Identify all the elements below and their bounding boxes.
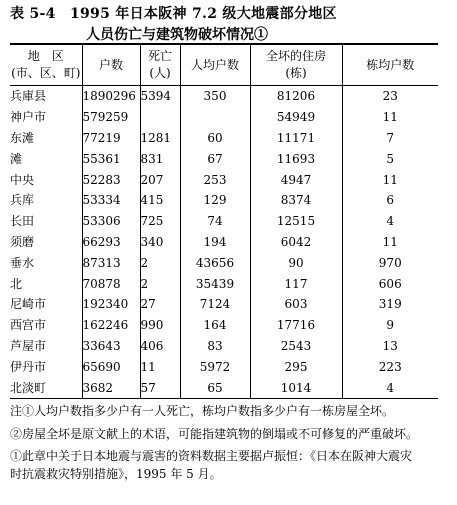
cell-destroyed: 1014 <box>250 377 342 398</box>
cell-per-building: 11 <box>342 232 438 253</box>
header-per-building-label: 栋均户数 <box>366 57 415 72</box>
cell-households: 55361 <box>82 148 140 169</box>
cell-per-building: 7 <box>342 128 438 149</box>
table-subtitle: 人员伤亡与建筑物破坏情况① <box>86 27 268 43</box>
cell-per-death: 35439 <box>180 273 250 294</box>
cell-per-building: 11 <box>342 169 438 190</box>
cell-deaths: 2 <box>140 252 180 273</box>
cell-region: 兵庫县 <box>10 89 47 104</box>
table-row <box>10 336 438 357</box>
cell-region: 滩 <box>10 151 23 166</box>
header-region-line1: 地 区 <box>27 49 64 63</box>
footnotes <box>10 403 450 488</box>
footnote-3-line2: 时抗震救灾特别措施》，1995 年 5 月。 <box>10 466 222 481</box>
cell-deaths: 207 <box>140 169 180 190</box>
cell-per-death: 43656 <box>180 252 250 273</box>
cell-region: 东滩 <box>10 130 35 145</box>
table-body <box>10 86 438 399</box>
table-row <box>10 148 438 169</box>
cell-destroyed: 17716 <box>250 315 342 336</box>
header-households-label: 户数 <box>98 57 123 72</box>
table-row <box>10 169 438 190</box>
cell-per-death: 194 <box>180 232 250 253</box>
cell-deaths: 990 <box>140 315 180 336</box>
cell-deaths: 831 <box>140 148 180 169</box>
cell-deaths: 406 <box>140 336 180 357</box>
cell-deaths: 415 <box>140 190 180 211</box>
cell-per-death <box>180 107 250 128</box>
footnote-2: ②房屋全坏是原文献上的术语，可能指建筑物的倒塌或不可修复的严重破坏。 <box>10 426 419 441</box>
cell-households: 33643 <box>82 336 140 357</box>
cell-per-death: 253 <box>180 169 250 190</box>
header-deaths <box>140 44 180 86</box>
cell-per-death: 67 <box>180 148 250 169</box>
cell-region: 尼崎市 <box>10 297 47 312</box>
cell-households: 579259 <box>82 107 140 128</box>
cell-per-building: 23 <box>342 86 438 107</box>
cell-destroyed: 90 <box>250 252 342 273</box>
header-destroyed-line1: 全坏的住房 <box>265 49 326 63</box>
cell-per-building: 970 <box>342 252 438 273</box>
table-row <box>10 377 438 398</box>
cell-destroyed: 6042 <box>250 232 342 253</box>
cell-per-death: 164 <box>180 315 250 336</box>
cell-deaths: 340 <box>140 232 180 253</box>
cell-region: 神户市 <box>10 110 47 125</box>
table-row <box>10 315 438 336</box>
cell-destroyed: 603 <box>250 294 342 315</box>
casualty-table <box>10 43 438 399</box>
cell-deaths: 1281 <box>140 128 180 149</box>
cell-destroyed: 117 <box>250 273 342 294</box>
cell-deaths: 725 <box>140 211 180 232</box>
cell-destroyed: 11693 <box>250 148 342 169</box>
cell-per-building: 223 <box>342 356 438 377</box>
cell-households: 192340 <box>82 294 140 315</box>
table-row <box>10 107 438 128</box>
cell-per-building: 11 <box>342 107 438 128</box>
cell-region: 芦屋市 <box>10 338 47 353</box>
cell-per-building: 606 <box>342 273 438 294</box>
cell-region: 北淡町 <box>10 380 47 395</box>
cell-deaths: 27 <box>140 294 180 315</box>
table-row <box>10 252 438 273</box>
table-row <box>10 86 438 107</box>
table-row <box>10 273 438 294</box>
cell-households: 162246 <box>82 315 140 336</box>
cell-households: 65690 <box>82 356 140 377</box>
cell-households: 70878 <box>82 273 140 294</box>
cell-destroyed: 11171 <box>250 128 342 149</box>
cell-region: 长田 <box>10 214 35 229</box>
cell-deaths <box>140 107 180 128</box>
cell-per-building: 9 <box>342 315 438 336</box>
table-row <box>10 128 438 149</box>
cell-destroyed: 8374 <box>250 190 342 211</box>
header-per-death-label: 人均户数 <box>190 57 239 72</box>
cell-per-death: 83 <box>180 336 250 357</box>
cell-region: 垂水 <box>10 255 35 270</box>
table-title: 表 5-4 1995 年日本阪神 7.2 级大地震部分地区 <box>10 6 337 22</box>
table-row <box>10 211 438 232</box>
header-households <box>82 44 140 86</box>
cell-per-death: 5972 <box>180 356 250 377</box>
header-destroyed <box>250 44 342 86</box>
cell-households: 53306 <box>82 211 140 232</box>
cell-households: 53334 <box>82 190 140 211</box>
footnote-1: 注①人均户数指多少户有一人死亡，栋均户数指多少户有一栋房屋全坏。 <box>10 404 395 418</box>
cell-per-building: 4 <box>342 377 438 398</box>
header-per-building <box>342 44 438 86</box>
cell-per-death: 74 <box>180 211 250 232</box>
table-row <box>10 232 438 253</box>
cell-region: 北 <box>10 276 23 291</box>
cell-per-death: 7124 <box>180 294 250 315</box>
cell-deaths: 5394 <box>140 86 180 107</box>
table-header-row <box>10 44 438 86</box>
cell-destroyed: 81206 <box>250 86 342 107</box>
cell-destroyed: 54949 <box>250 107 342 128</box>
cell-region: 西宫市 <box>10 318 47 333</box>
cell-per-building: 319 <box>342 294 438 315</box>
header-destroyed-line2: (栋) <box>285 66 307 80</box>
header-region <box>10 44 82 86</box>
cell-per-building: 5 <box>342 148 438 169</box>
cell-region: 须磨 <box>10 234 35 249</box>
cell-destroyed: 12515 <box>250 211 342 232</box>
cell-per-death: 350 <box>180 86 250 107</box>
cell-per-death: 129 <box>180 190 250 211</box>
cell-households: 66293 <box>82 232 140 253</box>
cell-households: 87313 <box>82 252 140 273</box>
cell-destroyed: 4947 <box>250 169 342 190</box>
header-deaths-line1: 死亡 <box>147 49 172 63</box>
cell-per-building: 6 <box>342 190 438 211</box>
cell-households: 77219 <box>82 128 140 149</box>
header-region-line2: (市、区、町) <box>11 66 81 80</box>
table-row <box>10 190 438 211</box>
footnote-3-line1: ①此章中关于日本地震与震害的资料数据主要据卢振恒：《日本在阪神大震灾 <box>10 449 413 463</box>
cell-per-death: 60 <box>180 128 250 149</box>
cell-region: 兵库 <box>10 193 35 208</box>
cell-deaths: 57 <box>140 377 180 398</box>
cell-region: 中央 <box>10 172 35 187</box>
cell-destroyed: 2543 <box>250 336 342 357</box>
table-row <box>10 356 438 377</box>
cell-deaths: 2 <box>140 273 180 294</box>
cell-per-building: 13 <box>342 336 438 357</box>
table-row <box>10 294 438 315</box>
cell-destroyed: 295 <box>250 356 342 377</box>
header-per-death <box>180 44 250 86</box>
cell-per-death: 65 <box>180 377 250 398</box>
cell-region: 伊丹市 <box>10 359 47 374</box>
cell-deaths: 11 <box>140 356 180 377</box>
header-deaths-line2: (人) <box>149 66 171 80</box>
cell-households: 3682 <box>82 377 140 398</box>
cell-households: 52283 <box>82 169 140 190</box>
cell-households: 1890296 <box>82 86 140 107</box>
cell-per-building: 4 <box>342 211 438 232</box>
